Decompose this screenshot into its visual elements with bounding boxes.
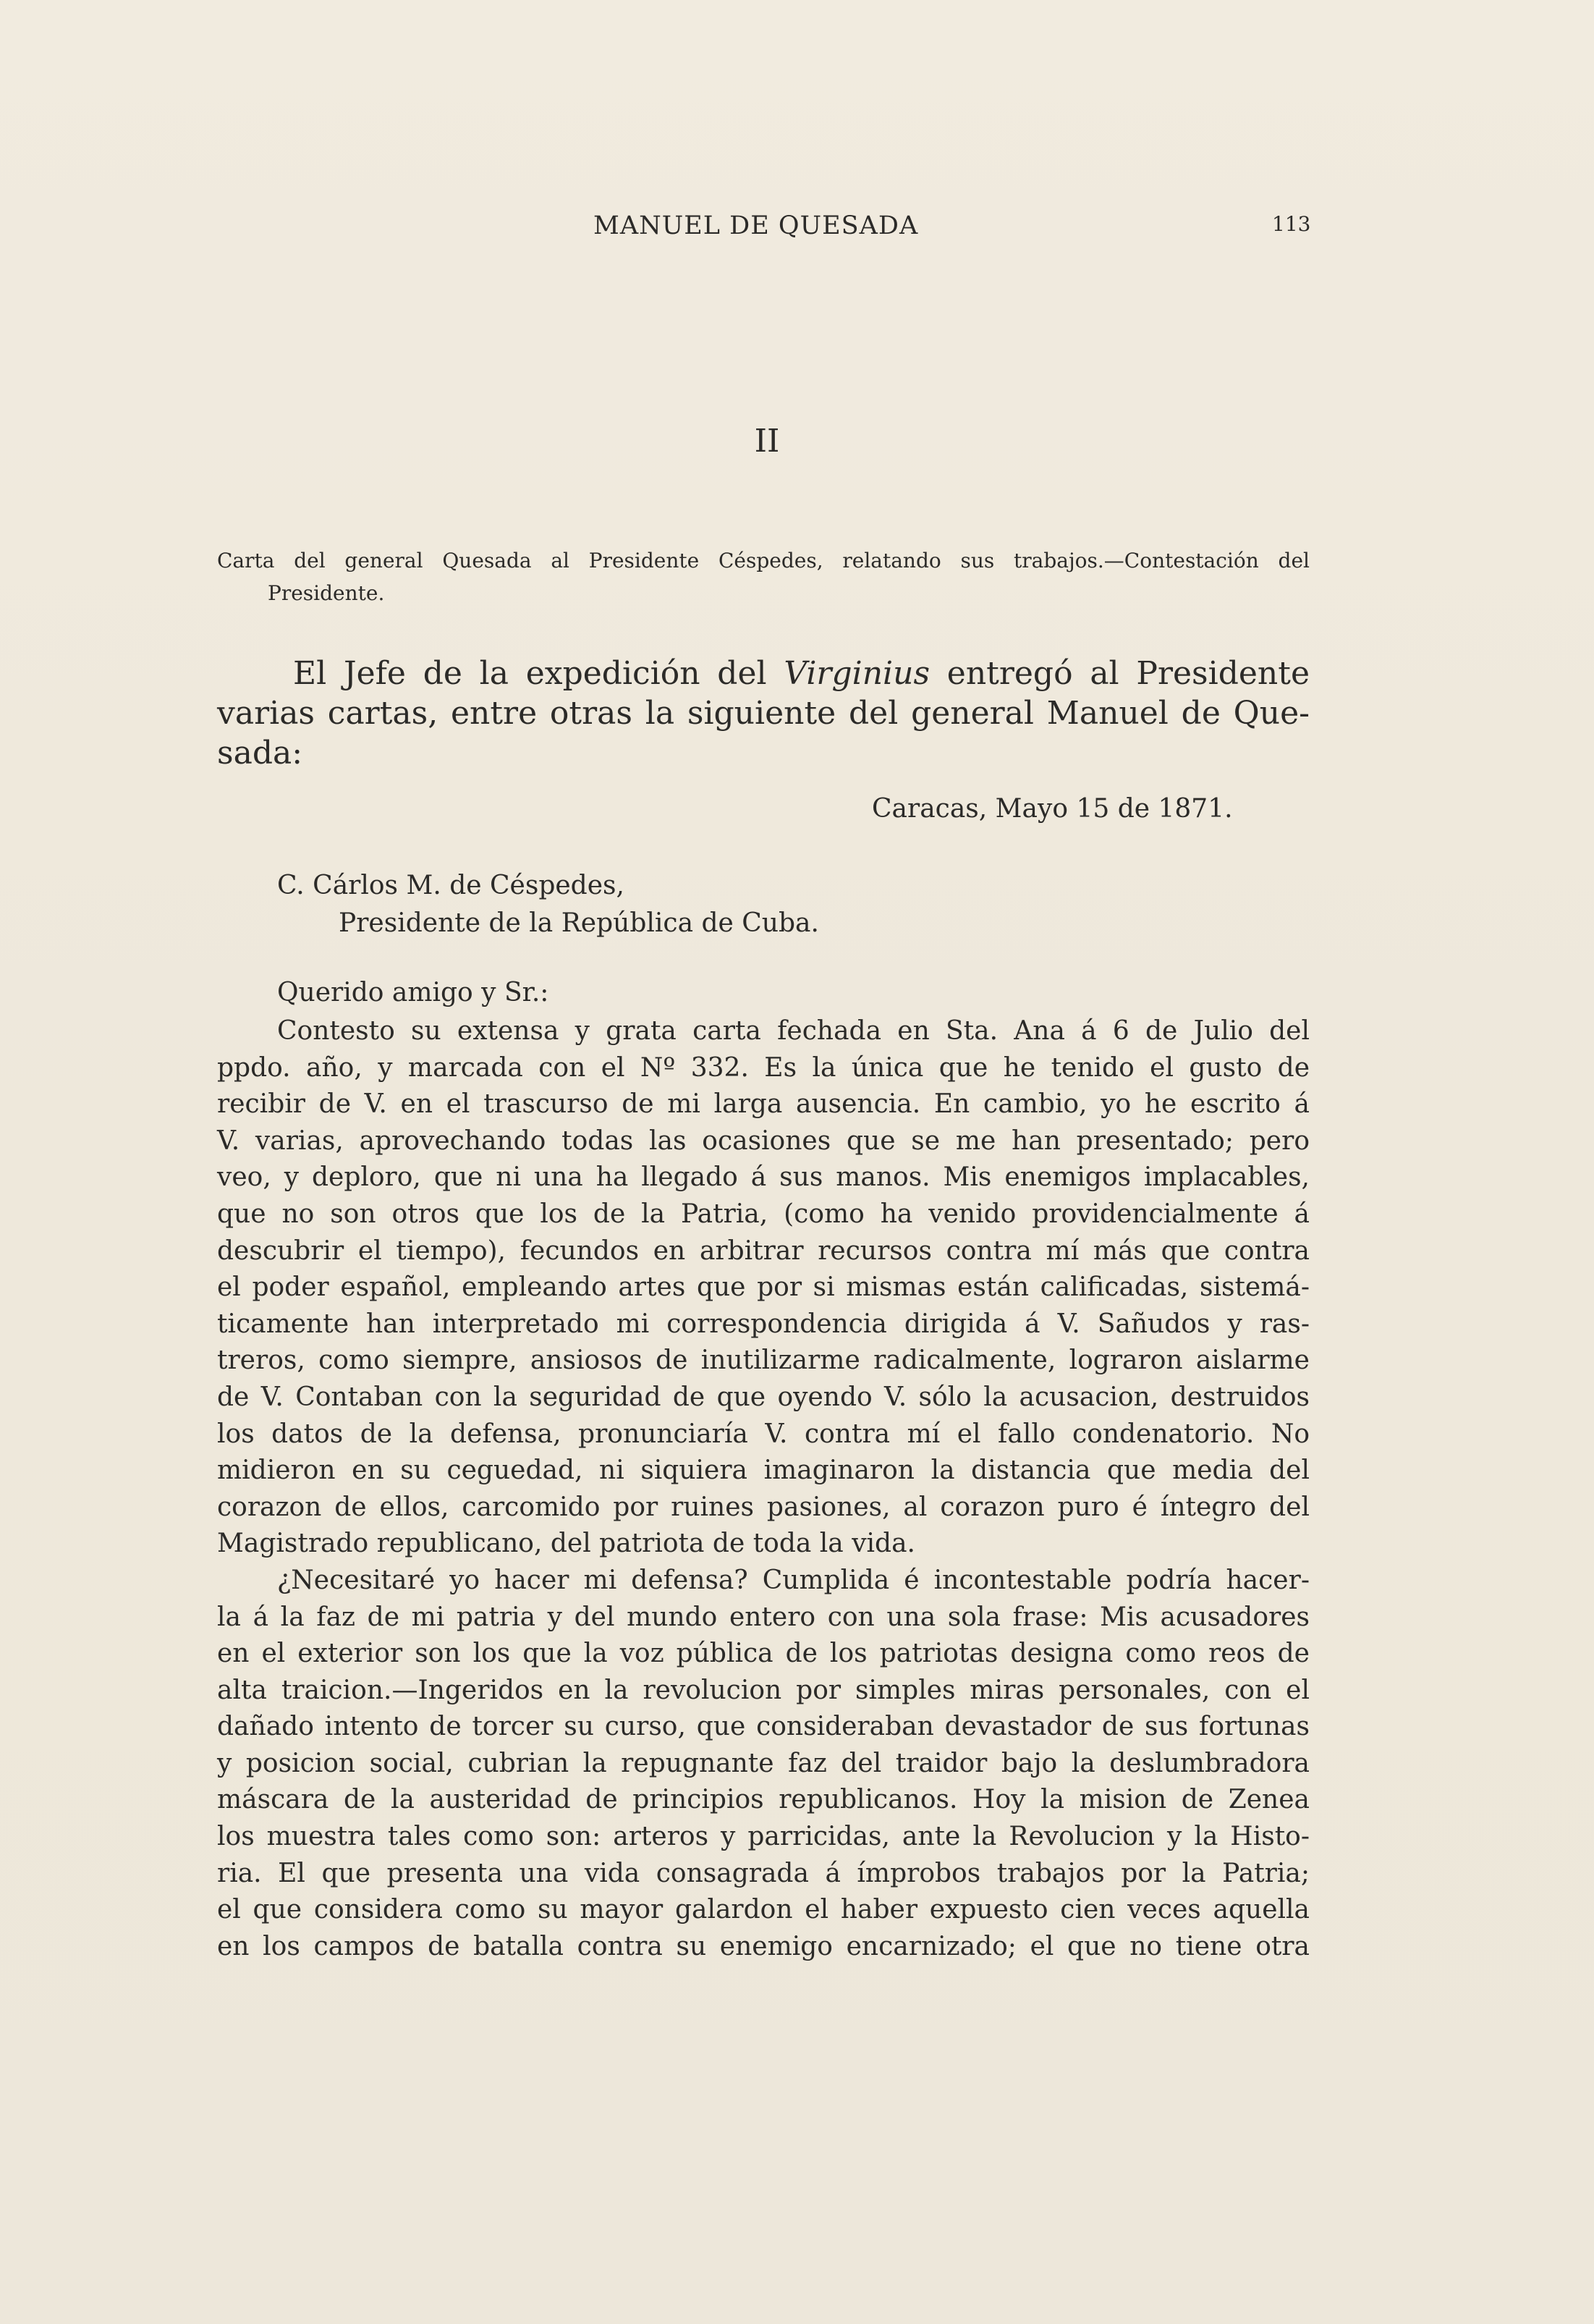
summary-line: Carta del general Quesada al Presidente Céspedes, relatando sus trabajos.—Contestación del bbox=[217, 549, 1310, 572]
intro-line: sada: bbox=[217, 735, 303, 772]
letter-body bbox=[217, 1013, 1310, 1965]
letter-line: ¿Necesitaré yo hacer mi defensa? Cumplida é incontestable podría hacer- bbox=[277, 1565, 1310, 1595]
letter-line: máscara de la austeridad de principios republicanos. Hoy la mision de Zenea bbox=[217, 1785, 1310, 1815]
intro-text: entregó al Presidente bbox=[930, 655, 1310, 692]
letter-line: que no son otros que los de la Patria, (como ha venido providencialmente á bbox=[217, 1199, 1310, 1229]
letter-line: los datos de la defensa, pronunciaría V. contra mí el fallo condenatorio. No bbox=[217, 1419, 1310, 1449]
letter-line: Contesto su extensa y grata carta fechada en Sta. Ana á 6 de Julio del bbox=[277, 1016, 1310, 1046]
letter-line: V. varias, aprovechando todas las ocasiones que se me han presentado; pero bbox=[217, 1125, 1310, 1156]
letter-line: dañado intento de torcer su curso, que consideraban devastador de sus fortunas bbox=[217, 1712, 1310, 1742]
letter-line: la á la faz de mi patria y del mundo entero con una sola frase: Mis acusadores bbox=[217, 1602, 1310, 1632]
letter-line: descubrir el tiempo), fecundos en arbitrar recursos contra mí más que contra bbox=[217, 1235, 1310, 1266]
letter-line: de V. Contaban con la seguridad de que oyendo V. sólo la acusacion, destruidos bbox=[217, 1382, 1310, 1412]
letter-line: en el exterior son los que la voz pública de los patriotas designa como reos de bbox=[217, 1639, 1310, 1669]
letter-line: Magistrado republicano, del patriota de toda la vida. bbox=[217, 1529, 916, 1559]
letter-line: recibir de V. en el trascurso de mi larga ausencia. En cambio, yo he escrito á bbox=[217, 1089, 1310, 1120]
letter-line: alta traicion.—Ingeridos en la revolucion por simples miras personales, con el bbox=[217, 1675, 1310, 1705]
intro-line: varias cartas, entre otras la siguiente del general Manuel de Que- bbox=[217, 695, 1310, 732]
letter-salutation: Querido amigo y Sr.: bbox=[277, 978, 549, 1007]
letter-dateline: Caracas, Mayo 15 de 1871. bbox=[872, 794, 1233, 824]
page-number: 113 bbox=[1272, 212, 1311, 236]
section-number: II bbox=[754, 423, 780, 460]
section-summary bbox=[217, 544, 1310, 609]
letter-line: el que considera como su mayor galardon el haber expuesto cien veces aquella bbox=[217, 1895, 1310, 1925]
letter-line: el poder español, empleando artes que por si mismas están calificadas, sistemá- bbox=[217, 1272, 1310, 1303]
intro-paragraph bbox=[217, 654, 1310, 773]
letter-line: en los campos de batalla contra su enemigo encarnizado; el que no tiene otra bbox=[217, 1931, 1310, 1961]
letter-line: y posicion social, cubrian la repugnante faz del traidor bajo la deslumbradora bbox=[217, 1748, 1310, 1778]
intro-text: El Jefe de la expedición del bbox=[293, 655, 784, 692]
intro-line bbox=[217, 654, 1310, 693]
letter-line: corazon de ellos, carcomido por ruines pasiones, al corazon puro é íntegro del bbox=[217, 1492, 1310, 1522]
letter-line: ticamente han interpretado mi correspondencia dirigida á V. Sañudos y ras- bbox=[217, 1309, 1310, 1339]
letter-addressee bbox=[277, 867, 819, 942]
letter-line: treros, como siempre, ansiosos de inutilizarme radicalmente, lograron aislarme bbox=[217, 1345, 1310, 1376]
letter-line: ria. El que presenta una vida consagrada á ímprobos trabajos por la Patria; bbox=[217, 1858, 1310, 1888]
letter-line: midieron en su ceguedad, ni siquiera imaginaron la distancia que media del bbox=[217, 1455, 1310, 1486]
letter-line: veo, y deploro, que ni una ha llegado á sus manos. Mis enemigos implacables, bbox=[217, 1162, 1310, 1193]
running-title: MANUEL DE QUESADA bbox=[593, 211, 919, 240]
addressee-name: C. Cárlos M. de Céspedes, bbox=[277, 871, 624, 900]
addressee-title: Presidente de la República de Cuba. bbox=[339, 908, 819, 938]
running-head bbox=[0, 211, 1594, 240]
summary-line: Presidente. bbox=[268, 581, 385, 605]
letter-line: ppdo. año, y marcada con el Nº 332. Es la única que he tenido el gusto de bbox=[217, 1052, 1310, 1083]
ship-name: Virginius bbox=[784, 655, 930, 692]
letter-line: los muestra tales como son: arteros y parricidas, ante la Revolucion y la Histo- bbox=[217, 1822, 1310, 1852]
